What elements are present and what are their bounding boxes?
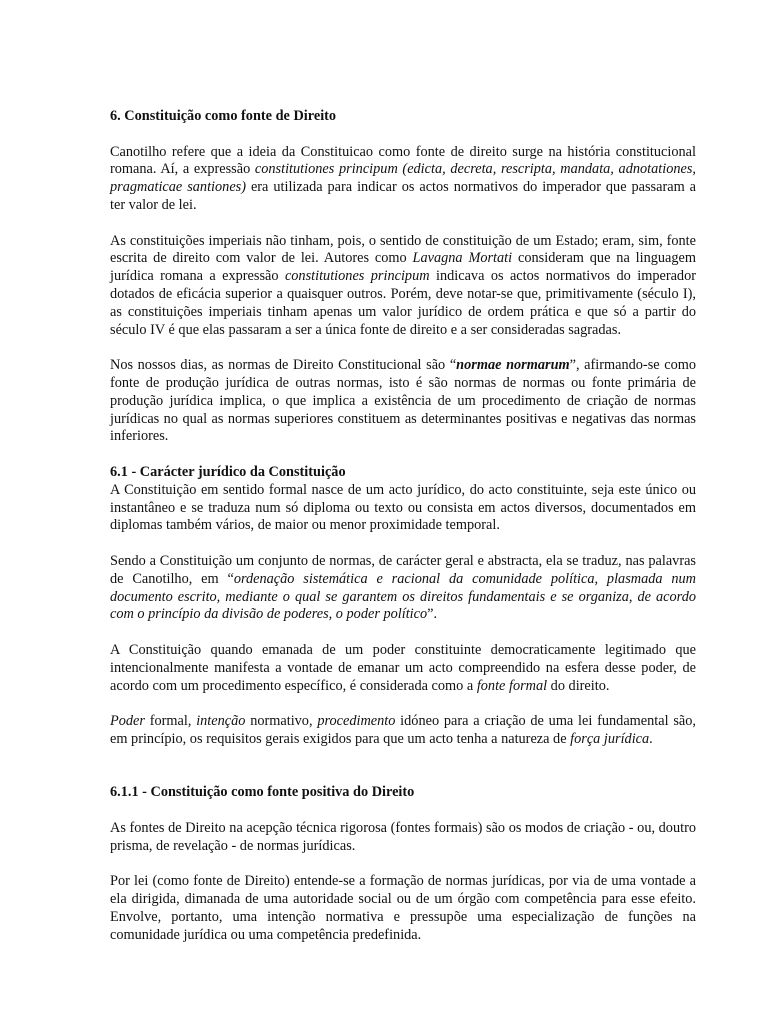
section-heading-6: 6. Constituição como fonte de Direito	[110, 108, 337, 124]
paragraph: A Constituição em sentido formal nasce de um acto jurídico, do acto constituinte, seja este único ou instantâneo e se traduza num só diploma ou texto ou consista em actos diversos, documentados em diplomas também vários, de maior ou menor proximidade temporal.	[110, 481, 696, 534]
italic-run: ordenação sistemática e racional da comunidade política, plasmada num documento escrito, mediante o qual se garantem os direitos fundamentais e se organiza, de acordo com o princípio da divisão de poderes, o poder político	[110, 570, 696, 623]
italic-run: fonte formal	[476, 677, 548, 694]
text-run: idóneo para a criação de uma lei fundamental são, em princípio, os requisitos gerais exigidos para que um acto tenha a natureza de	[110, 713, 696, 747]
section-heading-6-1: 6.1 - Carácter jurídico da Constituição	[110, 463, 346, 480]
paragraph	[110, 357, 696, 446]
italic-run: intenção	[196, 713, 246, 730]
text-run: era utilizada para indicar os actos normativos do imperador que passaram a ter valor de lei.	[110, 179, 696, 213]
italic-run: Poder	[110, 713, 145, 730]
text-run: Sendo a Constituição um conjunto de normas, de carácter geral e abstracta, ela se traduz, nas palavras de Canotilho, em “	[110, 552, 696, 587]
text-run: do direito.	[547, 677, 610, 694]
italic-run: constitutiones principum	[284, 268, 430, 285]
paragraph: As fontes de Direito na acepção técnica rigorosa (fontes formais) são os modos de criação - ou, doutro prisma, de revelação - de normas jurídicas.	[110, 819, 696, 854]
text-run: As constituições imperiais não tinham, pois, o sentido de constituição de um Estado; eram, sim, fonte escrita de direito com valor de lei. Autores como	[110, 232, 696, 267]
paragraph	[110, 144, 696, 215]
text-run: formal,	[144, 713, 197, 730]
text-run: consideram que na linguagem jurídica romana a expressão	[110, 250, 697, 285]
document-page	[110, 108, 696, 944]
italic-run: procedimento	[317, 713, 396, 730]
text-run: normativo,	[245, 713, 318, 730]
paragraph	[110, 713, 696, 749]
text-run: Canotilho refere que a ideia da Constituicao como fonte de direito surge na história constitucional romana. Aí, a expressão	[110, 143, 696, 178]
bold-italic-run: normae normarum	[456, 357, 570, 374]
section-heading-6-1-1: 6.1.1 - Constituição como fonte positiva do Direito	[110, 784, 415, 801]
text-run: Nos nossos dias, as normas de Direito Constitucional são “	[110, 357, 457, 374]
text-run: ”, afirmando-se como fonte de produção jurídica de outras normas, isto é são normas de normas ou fonte primária de produção jurídica implica, o que implica a existência de um procedimento de criação de normas jurídicas no qual as normas superiores constituem as determinantes positivas e negativas das normas inferiores.	[110, 357, 696, 445]
text-run: indicava os actos normativos do imperador dotados de eficácia superior a quaisquer outros. Porém, deve notar-se que, primitivamente (século I), as constituições imperiais tinham apenas um valor jurídico de ordem prática e que só a partir do século IV é que elas passaram a ser a única fonte de direito e a ser consideradas sagradas.	[110, 268, 696, 338]
italic-run: constitutiones principum (edicta, decreta, rescripta, mandata, adnotationes, pragmaticae santiones)	[110, 161, 696, 196]
paragraph	[110, 233, 696, 340]
text-run: ”.	[427, 606, 438, 623]
text-run: A Constituição quando emanada de um poder constituinte democraticamente legitimado que intencionalmente manifesta a vontade de emanar um acto compreendido na esfera desse poder, de acordo com um procedimento específico, é considerada como a	[110, 641, 696, 694]
paragraph	[110, 642, 696, 695]
italic-run: força jurídica	[570, 730, 650, 747]
italic-run: Lavagna Mortati	[412, 250, 513, 267]
paragraph	[110, 553, 696, 624]
paragraph: Por lei (como fonte de Direito) entende-se a formação de normas jurídicas, por via de uma vontade a ela dirigida, dimanada de uma autoridade social ou de um órgão com competência para esse efeito. Envolve, portanto, uma intenção normativa e pressupõe uma especialização de funções na comunidade jurídica ou uma competência predefinida.	[110, 873, 696, 943]
text-run: .	[649, 730, 653, 747]
